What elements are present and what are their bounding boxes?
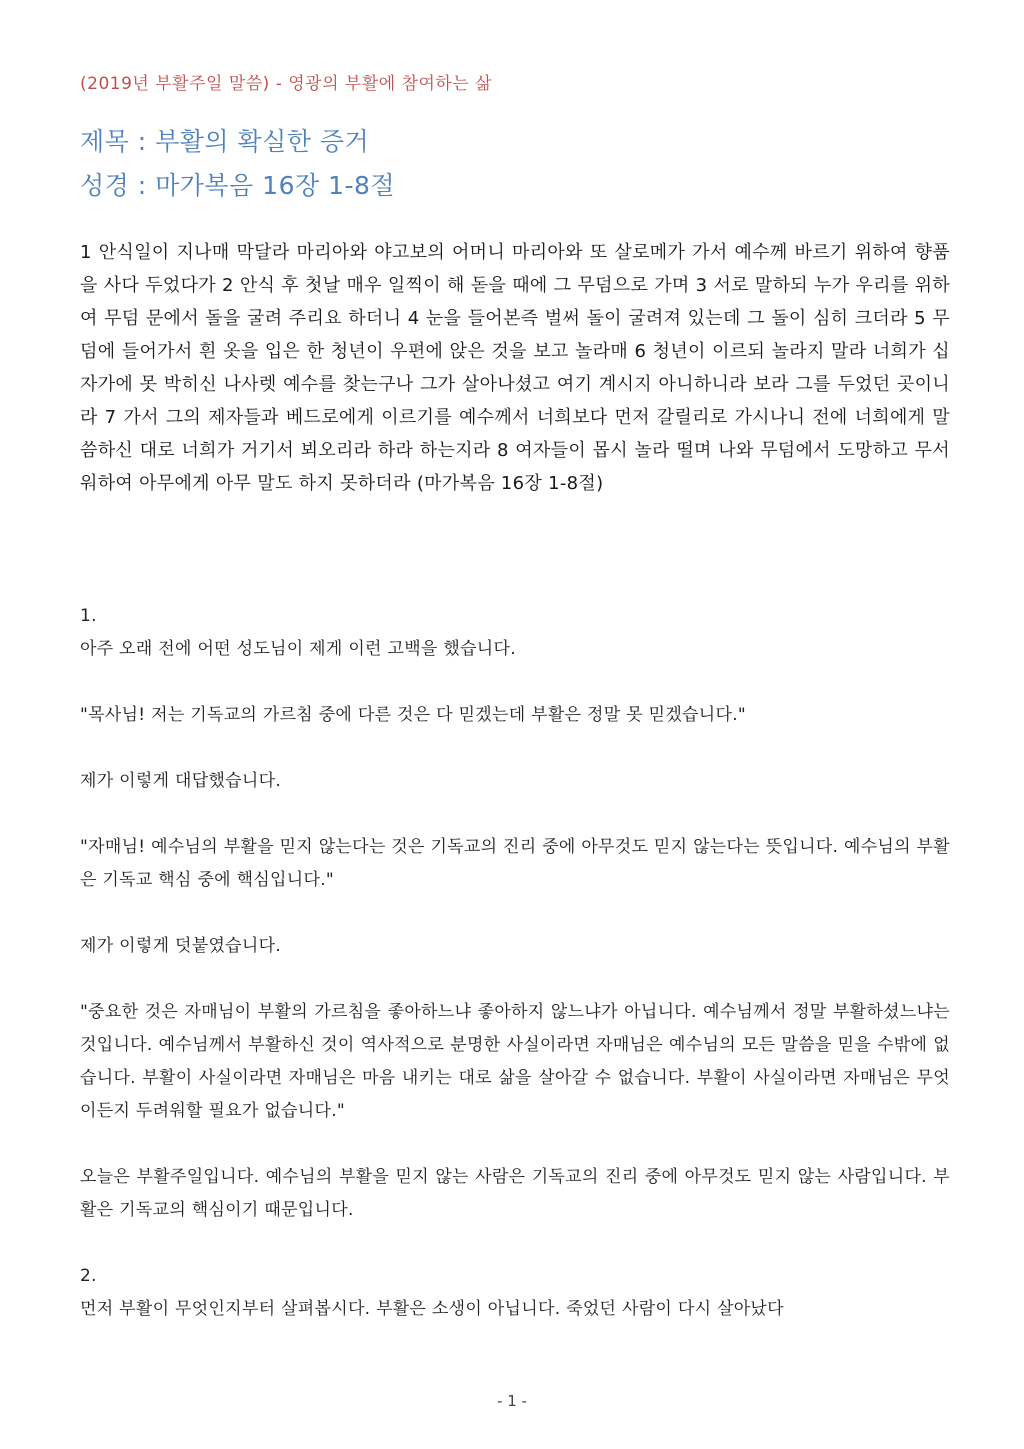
section-number: 2. <box>80 1266 97 1286</box>
paragraph: 아주 오래 전에 어떤 성도님이 제게 이런 고백을 했습니다. <box>80 639 516 659</box>
quote-paragraph: "자매님! 예수님의 부활을 믿지 않는다는 것은 기독교의 진리 중에 아무것도 믿지 않는다는 뜻입니다. 예수님의 부활은 기독교 핵심 중에 핵심입니다." <box>80 837 951 890</box>
paragraph: 먼저 부활이 무엇인지부터 살펴봅시다. 부활은 소생이 아닙니다. 죽었던 사람이 다시 살아났다 <box>80 1299 784 1319</box>
paragraph: 오늘은 부활주일입니다. 예수님의 부활을 믿지 않는 사람은 기독교의 진리 중에 아무것도 믿지 않는 사람입니다. 부활은 기독교의 핵심이기 때문입니다. <box>80 1167 950 1220</box>
paragraph: 제가 이렇게 덧붙였습니다. <box>80 936 282 956</box>
title-block <box>80 120 395 208</box>
scripture-passage: 1 안식일이 지나매 막달라 마리아와 야고보의 어머니 마리아와 또 살로메가 가서 예수께 바르기 위하여 향품을 사다 두었다가 2 안식 후 첫날 매우 일찍이 해 돋을 때에 그 무덤으로 가며 3 서로 말하되 누가 우리를 위하여 무덤 문에서 돌을 굴려 주리요 하더니 4 눈을 들어본즉 벌써 돌이 굴려져 있는데 그 돌이 심히 크더라 5 무덤에 들어가서 흰 옷을 입은 한 청년이 우편에 앉은 것을 보고 놀라매 6 청년이 이르되 놀라지 말라 너희가 십자가에 못 박히신 나사렛 예수를 찾는구나 그가 살아나셨고 여기 계시지 아니하니라 보라 그를 두었던 곳이니라 7 가서 그의 제자들과 베드로에게 이르기를 예수께서 너희보다 먼저 갈릴리로 가시나니 전에 너희에게 말씀하신 대로 너희가 거기서 뵈오리라 하라 하는지라 8 여자들이 몹시 놀라 떨며 나와 무덤에서 도망하고 무서워하여 아무에게 아무 말도 하지 못하더라 (마가복음 16장 1-8절) <box>80 242 950 494</box>
quote-paragraph: "목사님! 저는 기독교의 가르침 중에 다른 것은 다 믿겠는데 부활은 정말 못 믿겠습니다." <box>80 705 747 725</box>
paragraph: 제가 이렇게 대답했습니다. <box>80 771 282 791</box>
sermon-header: (2019년 부활주일 말씀) - 영광의 부활에 참여하는 삶 <box>80 74 493 94</box>
sermon-title: 제목 : 부활의 확실한 증거 <box>80 127 370 156</box>
scripture-reference: 성경 : 마가복음 16장 1-8절 <box>80 171 396 200</box>
quote-paragraph: "중요한 것은 자매님이 부활의 가르침을 좋아하느냐 좋아하지 않느냐가 아닙니다. 예수님께서 정말 부활하셨느냐는 것입니다. 예수님께서 부활하신 것이 역사적으로 분명한 사실이라면 자매님은 예수님의 모든 말씀을 믿을 수밖에 없습니다. 부활이 사실이라면 자매님은 마음 내키는 대로 삶을 살아갈 수 없습니다. 부활이 사실이라면 자매님은 무엇이든지 두려워할 필요가 없습니다." <box>80 1002 950 1121</box>
section-number: 1. <box>80 606 97 626</box>
sermon-body <box>80 600 950 1359</box>
page-number: - 1 - <box>497 1392 527 1410</box>
